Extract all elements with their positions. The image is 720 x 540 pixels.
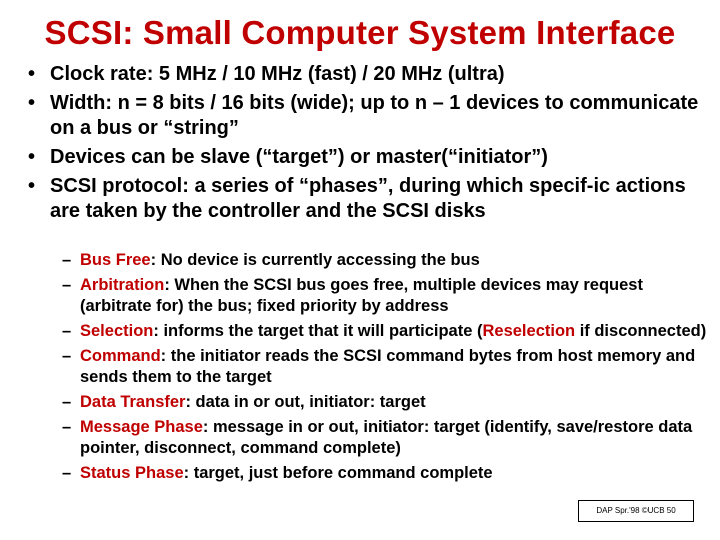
phase-term-secondary: Reselection (482, 322, 576, 340)
bullet-icon: • (28, 63, 36, 85)
phase-term: Status Phase (80, 464, 184, 482)
dash-icon: – (62, 276, 72, 294)
phase-item (62, 275, 712, 317)
bullet-list (28, 62, 708, 228)
dash-icon: – (62, 393, 72, 411)
phase-desc: : target, just before command complete (183, 464, 493, 482)
bullet-item (28, 174, 708, 224)
bullet-item (28, 145, 708, 170)
phase-desc: : No device is currently accessing the bus (150, 251, 480, 269)
phase-item (62, 463, 712, 484)
phase-item (62, 250, 712, 271)
phase-desc: : informs the target that it will participate ( (153, 322, 483, 340)
dash-icon: – (62, 418, 72, 436)
phase-desc: : message in or out, initiator: target (identify, save/restore data pointer, disconnect, command complete) (80, 418, 693, 457)
bullet-text: SCSI protocol: a series of “phases”, during which specif-ic actions are taken by the controller and the SCSI disks (50, 175, 686, 222)
dash-icon: – (62, 464, 72, 482)
phase-item (62, 346, 712, 388)
phase-term: Data Transfer (80, 393, 186, 411)
phase-item (62, 321, 712, 342)
phase-term: Command (80, 347, 161, 365)
phase-term: Arbitration (80, 276, 165, 294)
bullet-item (28, 91, 708, 141)
bullet-text: Clock rate: 5 MHz / 10 MHz (fast) / 20 MHz (ultra) (50, 63, 505, 85)
phase-term: Bus Free (80, 251, 151, 269)
slide-title: SCSI: Small Computer System Interface (44, 14, 676, 51)
dash-icon: – (62, 251, 72, 269)
dash-icon: – (62, 347, 72, 365)
bullet-text: Width: n = 8 bits / 16 bits (wide); up to n – 1 devices to communicate on a bus or “string” (50, 92, 699, 139)
bullet-item (28, 62, 708, 87)
phase-item (62, 417, 712, 459)
bullet-text: Devices can be slave (“target”) or master(“initiator”) (50, 146, 548, 168)
phase-item (62, 392, 712, 413)
phase-desc-secondary: if disconnected) (575, 322, 707, 340)
dash-icon: – (62, 322, 72, 340)
phase-desc: : When the SCSI bus goes free, multiple devices may request (arbitrate for) the bus; fixed priority by address (80, 276, 643, 315)
phase-term: Message Phase (80, 418, 203, 436)
bullet-icon: • (28, 146, 36, 168)
phase-list (62, 250, 712, 488)
phase-desc: : the initiator reads the SCSI command bytes from host memory and sends them to the target (80, 347, 696, 386)
phase-desc: : data in or out, initiator: target (185, 393, 426, 411)
bullet-icon: • (28, 92, 36, 114)
bullet-icon: • (28, 175, 36, 197)
phase-term: Selection (80, 322, 154, 340)
slide-footer: DAP Spr.'98 ©UCB 50 (578, 500, 694, 522)
